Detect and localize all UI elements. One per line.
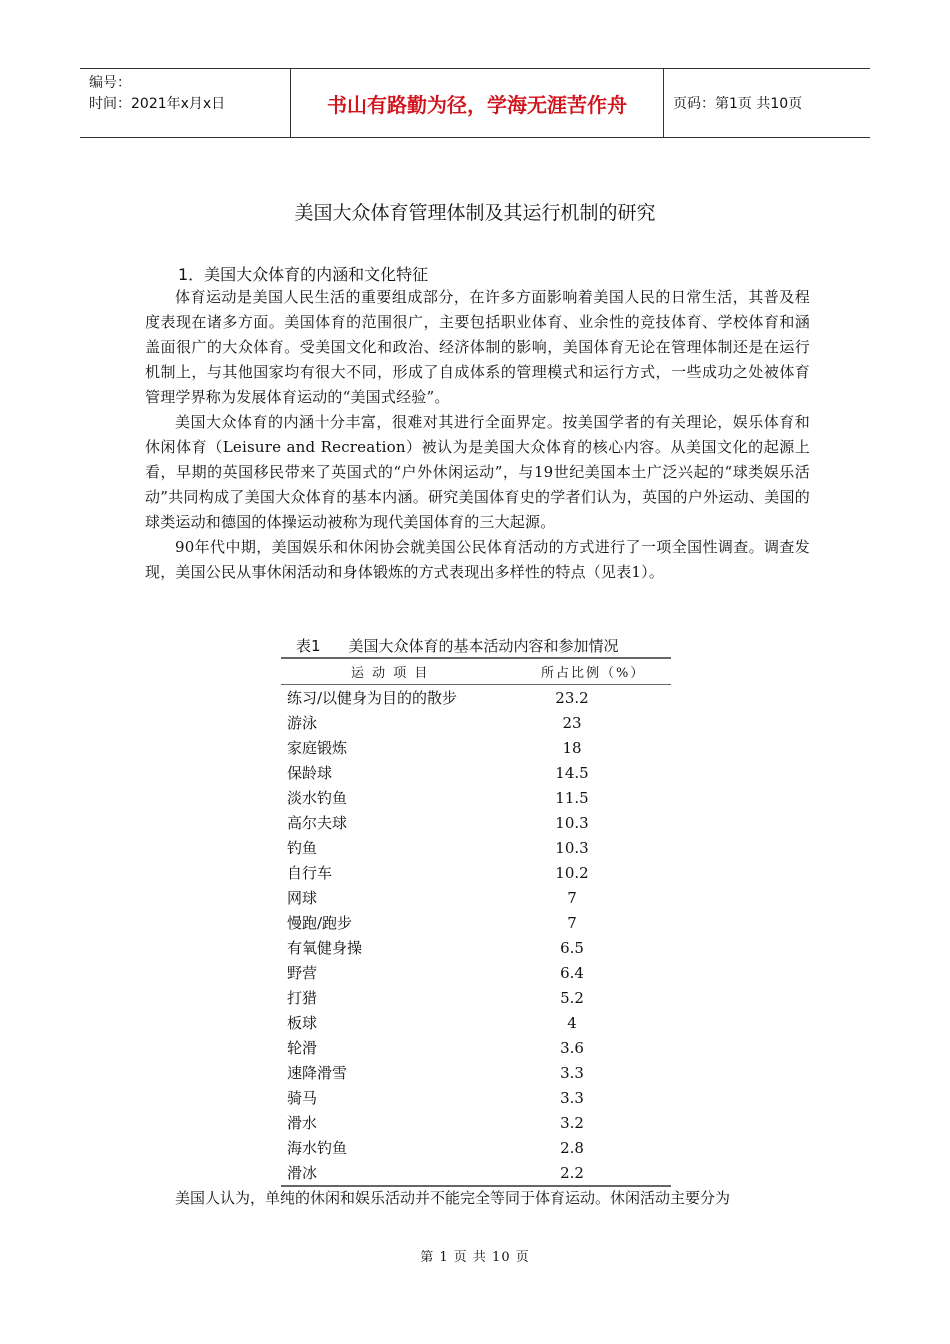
percent-cell: 4 bbox=[567, 1013, 577, 1032]
table-row bbox=[281, 985, 671, 1010]
activity-cell: 骑马 bbox=[287, 1089, 318, 1107]
percent-cell: 3.2 bbox=[560, 1113, 584, 1132]
percent-cell: 2.8 bbox=[560, 1138, 584, 1157]
percent-cell: 10.2 bbox=[555, 863, 589, 882]
percent-cell: 5.2 bbox=[560, 988, 584, 1007]
activity-cell: 速降滑雪 bbox=[287, 1064, 348, 1082]
table-row bbox=[281, 1035, 671, 1060]
table-header-row bbox=[281, 659, 671, 685]
table-row bbox=[281, 810, 671, 835]
activity-cell: 游泳 bbox=[287, 714, 318, 732]
activity-cell: 轮滑 bbox=[287, 1039, 318, 1057]
activity-cell: 保龄球 bbox=[287, 764, 333, 782]
table-row bbox=[281, 1160, 671, 1185]
table-row bbox=[281, 760, 671, 785]
percent-cell: 10.3 bbox=[555, 813, 589, 832]
table-row bbox=[281, 1110, 671, 1135]
activity-cell: 滑水 bbox=[287, 1114, 318, 1132]
activity-cell: 滑冰 bbox=[287, 1164, 318, 1182]
activity-cell: 有氧健身操 bbox=[287, 939, 363, 957]
number-label: 编号： bbox=[89, 75, 131, 91]
percent-cell: 23 bbox=[562, 713, 582, 732]
column-header-percent: 所占比例（%） bbox=[541, 666, 646, 681]
percent-cell: 7 bbox=[567, 888, 577, 907]
activity-cell: 练习/以健身为目的的散步 bbox=[287, 689, 458, 707]
paragraph: 90年代中期，美国娱乐和休闲协会就美国公民体育活动的方式进行了一项全国性调查。调查发现，美国公民从事休闲活动和身体锻炼的方式表现出多样性的特点（见表1）。 bbox=[145, 538, 810, 581]
column-header-activity: 运 动 项 目 bbox=[351, 666, 430, 681]
table-caption-number: 表1 bbox=[296, 637, 321, 655]
activity-cell: 淡水钓鱼 bbox=[287, 789, 348, 807]
paragraph: 体育运动是美国人民生活的重要组成部分，在许多方面影响着美国人民的日常生活，其普及程度表现在诸多方面。美国体育的范围很广，主要包括职业体育、业余性的竞技体育、学校体育和涵盖面很广的大众体育。受美国文化和政治、经济体制的影响，美国体育无论在管理体制还是在运行机制上，与其他国家均有很大不同，形成了自成体系的管理模式和运行方式，一些成功之处被体育管理学界称为发展体育运动的“美国式经验”。 bbox=[145, 288, 810, 406]
table-row bbox=[281, 860, 671, 885]
table-row bbox=[281, 685, 671, 710]
table-row bbox=[281, 885, 671, 910]
document-title: 美国大众体育管理体制及其运行机制的研究 bbox=[294, 202, 656, 224]
table-row bbox=[281, 910, 671, 935]
percent-cell: 18 bbox=[562, 738, 582, 757]
percent-cell: 3.6 bbox=[560, 1038, 584, 1057]
activity-cell: 自行车 bbox=[287, 864, 333, 882]
page-footer: 第 1 页 共 10 页 bbox=[420, 1250, 530, 1265]
table-row bbox=[281, 785, 671, 810]
header-motto: 书山有路勤为径，学海无涯苦作舟 bbox=[291, 69, 664, 137]
table-row bbox=[281, 935, 671, 960]
table-row bbox=[281, 1060, 671, 1085]
percent-cell: 3.3 bbox=[560, 1088, 584, 1107]
paragraph: 美国大众体育的内涵十分丰富，很难对其进行全面界定。按美国学者的有关理论，娱乐体育和休闲体育（Leisure and Recreation）被认为是美国大众体育的核心内容。从美国文化的起源上看，早期的英国移民带来了英国式的“户外休闲运动”，与19世纪美国本土广泛兴起的“球类娱乐活动”共同构成了美国大众体育的基本内涵。研究美国体育史的学者们认为，英国的户外运动、美国的球类运动和德国的体操运动被称为现代美国体育的三大起源。 bbox=[145, 413, 810, 531]
continuation-paragraph: 美国人认为，单纯的休闲和娱乐活动并不能完全等同于体育运动。休闲活动主要分为 bbox=[175, 1189, 731, 1207]
table-row bbox=[281, 1085, 671, 1110]
table-caption bbox=[296, 635, 619, 656]
percent-cell: 2.2 bbox=[560, 1163, 584, 1182]
percent-cell: 11.5 bbox=[555, 788, 589, 807]
table-row bbox=[281, 835, 671, 860]
page-header bbox=[80, 68, 870, 138]
percent-cell: 7 bbox=[567, 913, 577, 932]
header-meta bbox=[80, 69, 291, 137]
activity-table bbox=[281, 657, 671, 1187]
activity-cell: 板球 bbox=[287, 1014, 318, 1032]
activity-cell: 家庭锻炼 bbox=[287, 739, 348, 757]
activity-cell: 钓鱼 bbox=[287, 839, 318, 857]
percent-cell: 3.3 bbox=[560, 1063, 584, 1082]
table-body bbox=[281, 685, 671, 1185]
activity-cell: 慢跑/跑步 bbox=[287, 914, 353, 932]
table-row bbox=[281, 1010, 671, 1035]
date-label: 时间：2021年x月x日 bbox=[89, 96, 226, 112]
percent-cell: 10.3 bbox=[555, 838, 589, 857]
header-page-info: 页码：第1页 共10页 bbox=[673, 96, 803, 112]
percent-cell: 14.5 bbox=[555, 763, 589, 782]
body-text bbox=[145, 285, 810, 585]
activity-cell: 野营 bbox=[287, 964, 318, 982]
table-row bbox=[281, 1135, 671, 1160]
table-row bbox=[281, 710, 671, 735]
percent-cell: 23.2 bbox=[555, 688, 589, 707]
activity-cell: 高尔夫球 bbox=[287, 814, 348, 832]
percent-cell: 6.4 bbox=[560, 963, 584, 982]
percent-cell: 6.5 bbox=[560, 938, 584, 957]
activity-cell: 海水钓鱼 bbox=[287, 1139, 348, 1157]
activity-cell: 网球 bbox=[287, 889, 318, 907]
section-heading: 1．美国大众体育的内涵和文化特征 bbox=[178, 265, 429, 284]
table-row bbox=[281, 960, 671, 985]
activity-cell: 打猎 bbox=[287, 989, 318, 1007]
table-caption-title: 美国大众体育的基本活动内容和参加情况 bbox=[348, 637, 619, 655]
table-row bbox=[281, 735, 671, 760]
